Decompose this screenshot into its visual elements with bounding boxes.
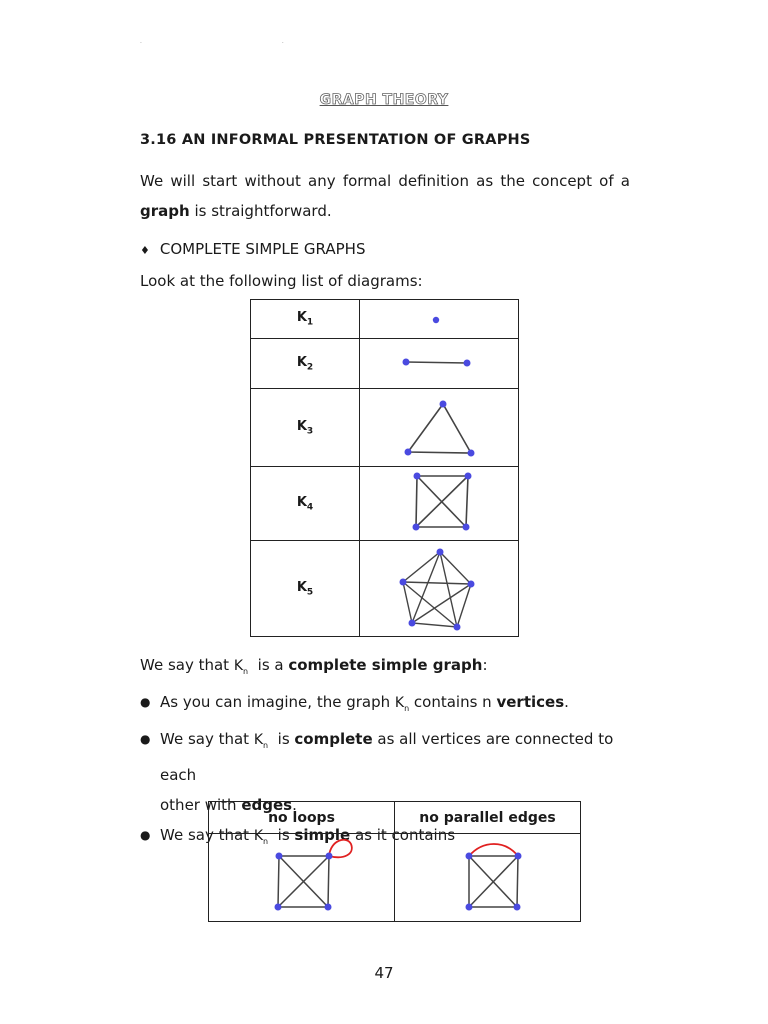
table-row: [251, 541, 519, 637]
loop-graph-icon: [209, 834, 394, 921]
bullet-complete: ● We say that $K_n$ is complete as all vertices are connected to each other with edges.: [140, 724, 640, 821]
intro-line-2: [140, 202, 332, 220]
table-row: [251, 339, 519, 389]
k2-diagram: [360, 339, 519, 389]
k1-graph-icon: [360, 300, 518, 338]
bullet-simple: ● We say that $K_n$ is simple as it contains: [140, 820, 640, 857]
page-number: 47: [374, 964, 394, 982]
subheading-text: COMPLETE SIMPLE GRAPHS: [159, 240, 366, 258]
k5-graph-icon: [360, 541, 518, 636]
bullet-vertices: ● As you can imagine, the graph $K_n$ contains n vertices.: [140, 687, 640, 724]
page-title: GRAPH THEORY: [319, 92, 449, 108]
k4-diagram: [360, 467, 519, 541]
k3-diagram: [360, 389, 519, 467]
table-row: [251, 300, 519, 339]
k4-label: $K_4$: [251, 467, 360, 541]
loops-table: [208, 801, 581, 922]
table-row: [251, 467, 519, 541]
intro-line-1: We will start without any formal definition as the concept of a: [140, 172, 630, 190]
k1-label: $K_1$: [251, 300, 360, 339]
k3-label: $K_3$: [251, 389, 360, 467]
k4-graph-icon: [360, 467, 518, 540]
no-loops-header: no loops: [209, 802, 395, 834]
diamond-bullet-icon: ♦: [140, 244, 150, 257]
k1-diagram: [360, 300, 519, 339]
intro-line-2-rest: is straightforward.: [189, 202, 332, 220]
parallel-edges-diagram: [395, 834, 581, 922]
k2-graph-icon: [360, 339, 518, 388]
look-text: Look at the following list of diagrams:: [140, 272, 423, 290]
k5-diagram: [360, 541, 519, 637]
bullet-icon: ●: [140, 731, 151, 746]
k3-graph-icon: [360, 389, 518, 466]
no-parallel-edges-header: no parallel edges: [395, 802, 581, 834]
intro-bold-graph: graph: [140, 202, 190, 220]
k5-label: $K_5$: [251, 541, 360, 637]
complete-graphs-table: [250, 299, 519, 637]
page-corner-marks: ··: [140, 40, 424, 47]
section-title: 3.16 AN INFORMAL PRESENTATION OF GRAPHS: [140, 132, 531, 148]
intro-paragraph: [140, 166, 630, 226]
table-row: [251, 389, 519, 467]
bullet-icon: ●: [140, 828, 151, 843]
bullet-icon: ●: [140, 694, 151, 709]
loop-diagram: [209, 834, 395, 922]
say-line: We say that $K_n$ is a complete simple graph:: [140, 656, 488, 676]
subheading: [140, 240, 365, 258]
k2-label: $K_2$: [251, 339, 360, 389]
parallel-edges-graph-icon: [395, 834, 580, 921]
kn-symbol: $K_n$: [233, 658, 249, 676]
